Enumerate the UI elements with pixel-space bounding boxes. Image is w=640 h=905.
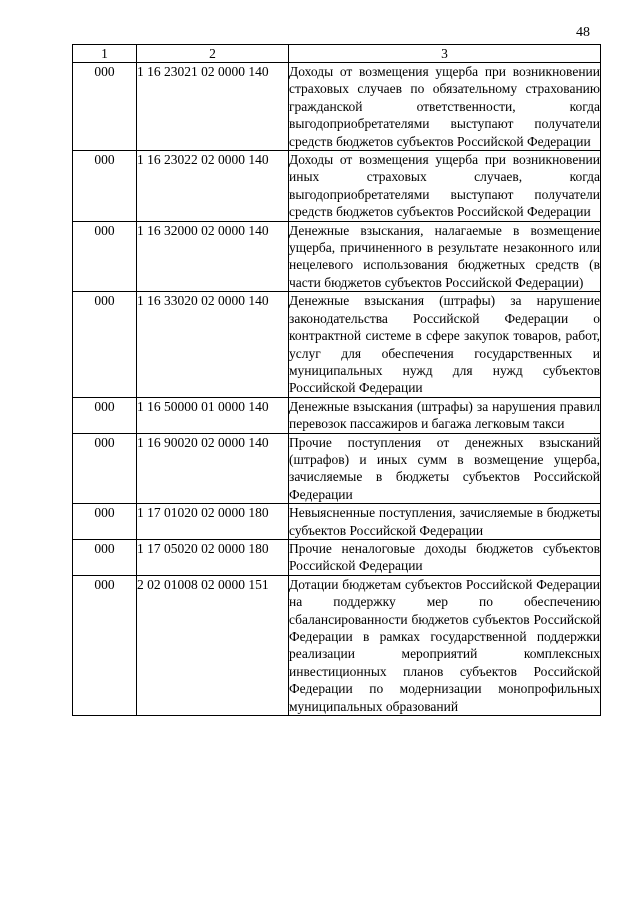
budget-class-code-cell: 2 02 01008 02 0000 151	[137, 575, 289, 715]
table-row	[73, 221, 601, 292]
revenue-description-text: Дотации бюджетам субъектов Российской Федерации на поддержку мер по обеспечению сбалансированности бюджетов субъектов Российской Федерации в рамках государственной поддержки реализации мероприятий комплексных инвестиционных планов субъектов Российской Федерации по модернизации монопрофильных муниципальных образований	[289, 576, 600, 714]
revenue-description-cell	[289, 433, 601, 504]
admin-code-cell: 000	[73, 63, 137, 151]
budget-class-code-cell: 1 17 05020 02 0000 180	[137, 539, 289, 575]
table-row	[73, 575, 601, 715]
column-header-3: 3	[289, 45, 601, 63]
table-row	[73, 433, 601, 504]
budget-class-code-cell: 1 17 01020 02 0000 180	[137, 504, 289, 540]
revenue-description-text: Невыясненные поступления, зачисляемые в бюджеты субъектов Российской Федерации	[289, 505, 600, 538]
revenue-description-text: Прочие поступления от денежных взысканий (штрафов) и иных сумм в возмещение ущерба, зачисляемые в бюджеты субъектов Российской Федерации	[289, 434, 600, 502]
revenue-description-text: Прочие неналоговые доходы бюджетов субъектов Российской Федерации	[289, 540, 600, 574]
revenue-description-cell	[289, 151, 601, 222]
budget-class-code-cell: 1 16 33020 02 0000 140	[137, 292, 289, 397]
table-row	[73, 63, 601, 151]
revenue-description-cell	[289, 575, 601, 715]
admin-code-cell: 000	[73, 504, 137, 540]
table-row	[73, 151, 601, 222]
table-row	[73, 504, 601, 540]
budget-class-code-cell: 1 16 90020 02 0000 140	[137, 433, 289, 504]
column-header-2: 2	[137, 45, 289, 63]
revenue-description-cell	[289, 221, 601, 292]
revenue-description-text: Доходы от возмещения ущерба при возникновении иных страховых случаев, когда выгодоприобретателями выступают получатели средств бюджетов субъектов Российской Федерации	[289, 152, 600, 220]
budget-class-code-cell: 1 16 32000 02 0000 140	[137, 221, 289, 292]
admin-code-cell: 000	[73, 433, 137, 504]
admin-code-cell: 000	[73, 397, 137, 433]
revenue-description-cell	[289, 63, 601, 151]
budget-class-code-cell: 1 16 23021 02 0000 140	[137, 63, 289, 151]
revenue-description-cell	[289, 539, 601, 575]
admin-code-cell: 000	[73, 151, 137, 222]
admin-code-cell: 000	[73, 539, 137, 575]
table-header-row	[73, 45, 601, 63]
table-row	[73, 397, 601, 433]
admin-code-cell: 000	[73, 575, 137, 715]
page-number: 48	[576, 25, 590, 40]
revenue-description-text: Денежные взыскания (штрафы) за нарушения правил перевозок пассажиров и багажа легковым такси	[289, 398, 600, 432]
revenue-description-cell	[289, 504, 601, 540]
revenue-description-text: Денежные взыскания (штрафы) за нарушение законодательства Российской Федерации о контрактной системе в сфере закупок товаров, работ, услуг для обеспечения государственных и муниципальных нужд для нужд субъектов Российской Федерации	[289, 293, 600, 396]
table-row	[73, 292, 601, 397]
revenue-description-text: Денежные взыскания, налагаемые в возмещение ущерба, причиненного в результате незаконного или нецелевого использования бюджетных средств (в части бюджетов субъектов Российской Федерации)	[289, 222, 600, 290]
admin-code-cell: 000	[73, 292, 137, 397]
budget-class-code-cell: 1 16 23022 02 0000 140	[137, 151, 289, 222]
admin-code-cell: 000	[73, 221, 137, 292]
revenue-description-cell	[289, 397, 601, 433]
revenue-description-text: Доходы от возмещения ущерба при возникновении страховых случаев по обязательному страхованию гражданской ответственности, когда выгодоприобретателями выступают получатели средств бюджетов субъектов Российской Федерации	[289, 64, 600, 149]
revenue-codes-table	[72, 44, 601, 716]
revenue-description-cell	[289, 292, 601, 397]
budget-class-code-cell: 1 16 50000 01 0000 140	[137, 397, 289, 433]
column-header-1: 1	[73, 45, 137, 63]
table-row	[73, 539, 601, 575]
